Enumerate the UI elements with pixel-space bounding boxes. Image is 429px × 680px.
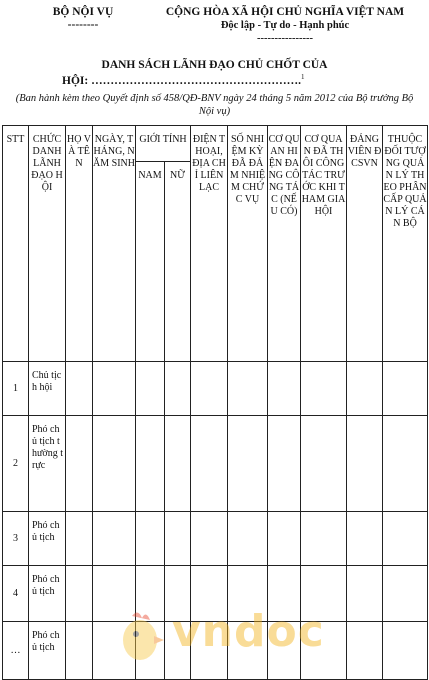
ministry-name: BỘ NỘI VỤ	[52, 6, 114, 18]
association-label: HỘI: ……………………………………………….	[62, 74, 301, 87]
col-co-quan-dang-cong-tac: CƠ QUAN HIỆN ĐANG CÔNG TÁC (NẾU CÓ)	[268, 126, 301, 362]
motto-rule: ----------------	[257, 33, 313, 44]
ministry-rule: --------	[67, 19, 99, 31]
issuance-note: (Ban hành kèm theo Quyết định số 458/QĐ-BNV ngày 24 tháng 5 năm 2012 của Bộ trưởng Bộ Nội vụ)	[15, 93, 414, 117]
col-ngay-sinh: NGÀY, THÁNG, NĂM SINH	[93, 126, 136, 362]
table-row	[3, 416, 428, 512]
col-thuoc-doi-tuong: THUỘC ĐỐI TƯỢNG QUẢN LÝ THEO PHÂN CẤP QUẢN LÝ CÁN BỘ	[383, 126, 428, 362]
col-co-quan-da-thoi: CƠ QUAN ĐÃ THÔI CÔNG TÁC TRƯỚC KHI THAM GIA HỘI	[301, 126, 347, 362]
row-chuc-danh: Chủ tịch hội	[29, 362, 66, 416]
row-chuc-danh: Phó chủ tịch	[29, 512, 66, 566]
table-row	[3, 362, 428, 416]
col-dien-thoai: ĐIỆN THOẠI, ĐỊA CHỈ LIÊN LẠC	[191, 126, 228, 362]
col-ho-ten: HỌ VÀ TÊN	[66, 126, 93, 362]
col-nam: NAM	[136, 162, 165, 362]
row-stt: …	[3, 622, 29, 680]
col-nu: NỮ	[165, 162, 191, 362]
col-stt: STT	[3, 126, 29, 362]
row-stt: 1	[3, 362, 29, 416]
col-dang-vien: ĐẢNG VIÊN ĐCSVN	[347, 126, 383, 362]
header-row-1	[3, 126, 428, 162]
watermark-logo: vndoc	[172, 606, 325, 657]
col-so-nhiem-ky: SỐ NHIỆM KỲ ĐÃ ĐẢM NHIỆM CHỨC VỤ	[228, 126, 268, 362]
footnote-marker: 1	[300, 73, 305, 81]
document-title: DANH SÁCH LÃNH ĐẠO CHỦ CHỐT CỦA	[101, 59, 328, 71]
row-chuc-danh: Phó chủ tịch	[29, 622, 66, 680]
national-header	[150, 6, 420, 45]
col-chuc-danh: CHỨC DANH LÃNH ĐẠO HỘI	[29, 126, 66, 362]
row-stt: 4	[3, 566, 29, 622]
row-stt: 2	[3, 416, 29, 512]
table-row	[3, 512, 428, 566]
national-motto: Độc lập - Tự do - Hạnh phúc	[220, 20, 350, 31]
row-chuc-danh: Phó chủ tịch	[29, 566, 66, 622]
col-gioi-tinh: GIỚI TÍNH	[136, 126, 191, 162]
row-stt: 3	[3, 512, 29, 566]
association-line	[62, 73, 304, 87]
leadership-table	[2, 125, 428, 680]
ministry-block	[33, 6, 133, 32]
country-name: CỘNG HÒA XÃ HỘI CHỦ NGHĨA VIỆT NAM	[165, 6, 405, 18]
row-chuc-danh: Phó chủ tịch thường trực	[29, 416, 66, 512]
